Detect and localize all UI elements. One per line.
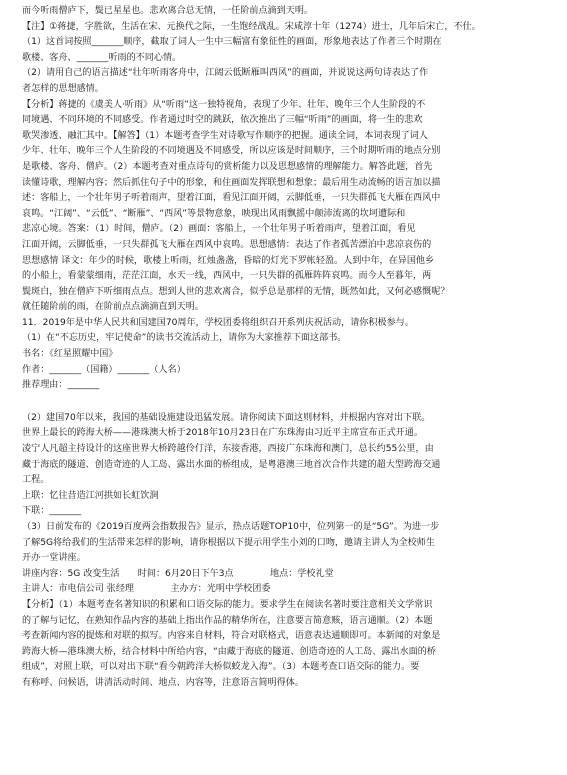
line: （1）在“不忘历史，牢记使命”的读书交流活动上，请你为大家推荐下面这部书。 — [22, 333, 347, 344]
line: 世界上最长的跨海大桥——港珠澳大桥于2018年10月23日在广东珠海由习近平主席宣布正式开通。 — [22, 428, 423, 439]
line: 哀鸣。“江阔”、“云低”、“断雁”、“西风”等景物意象，映现出风雨飘摇中颠沛流离的坎坷遭际和 — [22, 208, 406, 219]
line: 江面开阔，云脚低垂，一只失群孤飞大雁在西风中哀鸣。思想感情：表达了作者孤苦漂泊中悲凉哀伤的 — [22, 239, 432, 250]
line: 的了解与记忆，在熟知作品内容的基础上指出作品的精华所在，注意要言简意赅，语言通顺。（2）本题 — [22, 615, 433, 626]
line: 歌哭渗透、融汇其中。【解答】（1）本题考查学生对诗歌写作顺序的把握。通读全词，本词表现了词人 — [22, 130, 428, 141]
line: 上联：忆往昔造江河拱如长虹饮涧 — [22, 490, 159, 501]
line: 凌宁人凡超主持设计的这座世界大桥跨越伶仃洋，东接香港，西接广东珠海和澳门，总长约55公里，由 — [22, 444, 434, 455]
line: 的小船上，看蒙蒙细雨，茫茫江面，水天一线，西风中，一只失群的孤雁阵阵哀鸣。而今人至暮年，两 — [22, 271, 432, 282]
line: 同境遇、不同环境的不同感受。作者通过时空的跳跃，依次推出了三幅“听雨”的画面，将一生的悲欢 — [22, 115, 423, 126]
line: 悲凉心境。答案：（1）时间，僧庐。（2）画面：客船上，一个壮年男子听着雨声，望着江面，看见 — [22, 224, 416, 235]
line: 歌楼、客舟、_______听雨的不同心情。 — [22, 52, 182, 63]
line: 者怎样的思想感情。 — [22, 83, 104, 94]
line: 而今听雨僧庐下，鬓已星星也。悲欢离合总无情，一任阶前点滴到天明。 — [22, 6, 314, 16]
line: 鬓斑白，独在僧庐下听细雨点点。想到人世的悲欢离合，似乎总是那样的无情，既然如此，又何必感慨呢？ — [22, 286, 450, 297]
line: （3）日前发布的《2019百度两会指数报告》显示，热点话题TOP10中，位列第一的是“5G”。为进一步 — [22, 522, 440, 532]
line: 是歌楼、客舟、僧庐。（2）本题考查对重点诗句的赏析能力以及思想感情的理解能力。解答此题，首先 — [22, 161, 433, 172]
line: 工程。 — [22, 475, 50, 486]
line: 11．2019年是中华人民共和国建国70周年，学校团委将组织召开系列庆祝活动，请你积极参与。 — [22, 317, 414, 328]
line: 下联：_______ — [22, 506, 82, 517]
line: 就任随阶前的雨，在阶前点点滴滴直到天明。 — [22, 302, 204, 313]
line: 述：客船上，一个壮年男子听着雨声，望着江面，看见江面开阔，云脚低垂，一只失群孤飞大雁在西风中 — [22, 193, 441, 204]
line: 有称呼、问候语，讲清活动时间、地点、内容等，注意语言简明得体。 — [22, 677, 304, 688]
line: 了解5G将给我们的生活带来怎样的影响，请你根据以下提示用学生小刘的口吻，邀请主讲人为全校师生 — [22, 537, 435, 548]
line: 跨海大桥—港珠澳大桥，结合材料中所给内容，“由藏于海底的隧道、创造奇迹的人工岛、露出水面的桥 — [22, 646, 436, 657]
line: 讲座内容：5G 改变生活 时间：6月20日下午3点 地点：学校礼堂 — [22, 568, 334, 579]
line: 【注】①蒋捷，字胜欲，生活在宋、元换代之际，一生饱经战乱。宋咸淳十年（1274）进士，几年后宋亡，不仕。 — [22, 21, 481, 32]
line: 【分析】蒋捷的《虞美人·听雨》从“听雨”这一独特视角，表现了少年、壮年、晚年三个人生阶段的不 — [22, 99, 426, 110]
line: 藏于海底的隧道、创造奇迹的人工岛、露出水面的桥组成，是粤港澳三地首次合作共建的超大型跨海交通 — [22, 459, 441, 470]
line: 【分析】（1）本题考查名著知识的积累和口语交际的能力。要求学生在阅读名著时要注意相关文学常识 — [22, 599, 433, 610]
line: 开办一堂讲座。 — [22, 553, 86, 564]
line: 组成”，对照上联，可以对出下联“看今朝跨洋大桥似蛟龙入海”。（3）本题考查口语交际的能力。要 — [22, 662, 420, 673]
line: 作者：_______（国籍）_______（人名） — [22, 364, 186, 375]
line: 少年、壮年、晚年三个人生阶段的不同境遇及不同感受，所以应该是时间顺序，三个时期听雨的地点分别 — [22, 146, 441, 157]
line: 思想感情 译文：年少的时候，歌楼上听雨，红烛盏盏，昏暗的灯光下罗帐轻盈。人到中年，在异国他乡 — [22, 255, 435, 266]
line: 推荐理由：_______ — [22, 380, 100, 391]
line: 主讲人：市电信公司 张经理 主办方：光明中学校团委 — [22, 584, 271, 595]
line: 考查新闻内容的提炼和对联的拟写。内容来自材料，符合对联格式，语意表达通顺即可。本新闻的对象是 — [22, 631, 441, 642]
line: 读懂诗歌，理解内容；然后抓住句子中的形象，和住画面发挥联想和想象；最后用生动流畅的语言加以描 — [22, 177, 441, 188]
line: 书名：《红星照耀中国》 — [22, 349, 118, 360]
line: （1）这首词按照_______顺序，截取了词人一生中三幅富有象征性的画面，形象地表达了作者三个时期在 — [22, 37, 442, 48]
line: （2）建国70年以来，我国的基础设施建设迅猛发展。请你阅读下面这则材料，并根据内容对出下联。 — [22, 412, 431, 423]
line: （2）请用自己的语言描述“壮年听雨客舟中，江阔云低断雁叫西风”的画面，并说说这两句诗表达了作 — [22, 68, 429, 79]
